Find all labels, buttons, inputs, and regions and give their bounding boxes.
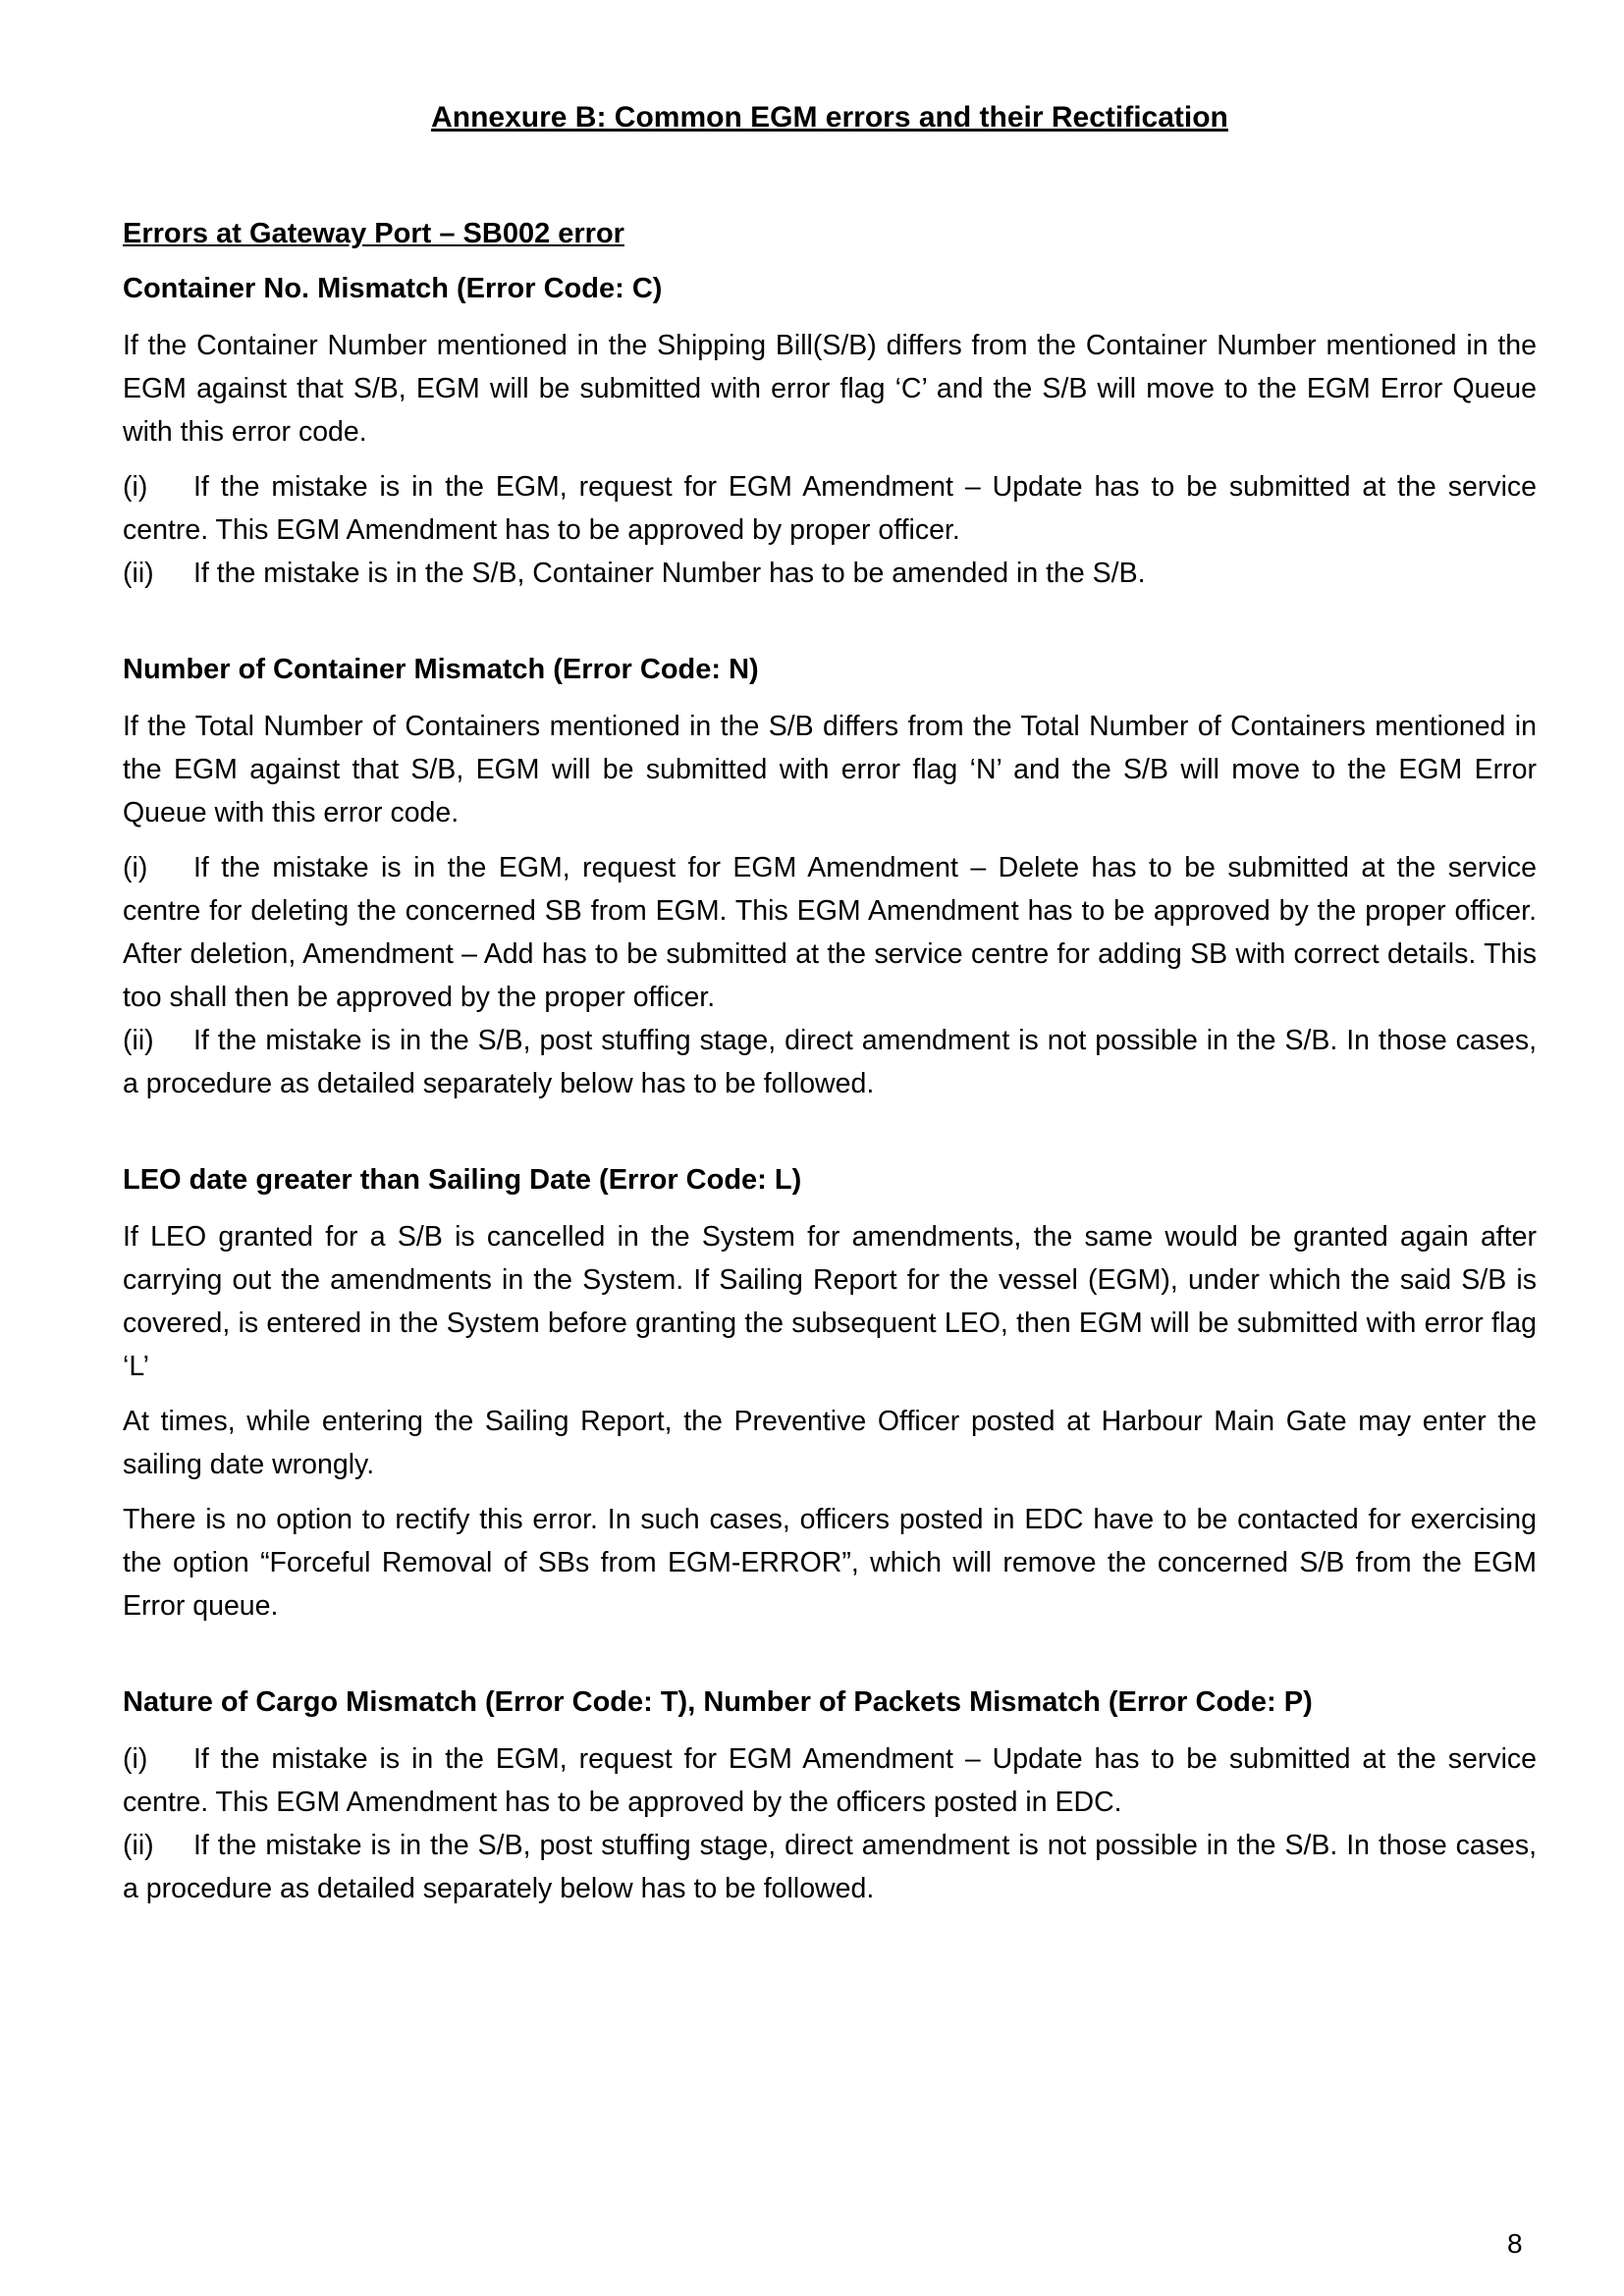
list-number-of-container-mismatch — [123, 846, 1537, 1105]
item-number: (i) — [123, 1743, 148, 1775]
list-item — [123, 1737, 1537, 1824]
item-number: (i) — [123, 852, 148, 883]
list-item — [123, 846, 1537, 1019]
item-text: If the mistake is in the EGM, request for EGM Amendment – Delete has to be submitted at the service centre for deleting the concerned SB from EGM. This EGM Amendment has to be approved by the proper officer. After deletion, Amendment – Add has to be submitted at the service centre for adding SB with correct details. This too shall then be approved by the proper officer. — [123, 852, 1537, 1013]
item-text: If the mistake is in the S/B, post stuffing stage, direct amendment is not possible in the S/B. In those cases, a procedure as detailed separately below has to be followed. — [123, 1025, 1537, 1099]
item-number: (ii) — [123, 558, 154, 589]
section-heading: Errors at Gateway Port – SB002 error — [123, 218, 624, 249]
item-number: (ii) — [123, 1830, 154, 1861]
heading-number-of-container-mismatch: Number of Container Mismatch (Error Code: N) — [123, 654, 759, 685]
paragraph-number-of-container-mismatch: If the Total Number of Containers mentioned in the S/B differs from the Total Number of Containers mentioned in the EGM against that S/B, EGM will be submitted with error flag ‘N’ and the S/B will move to the EGM Error Queue with this error code. — [123, 711, 1537, 828]
list-container-mismatch — [123, 465, 1537, 595]
item-text: If the mistake is in the EGM, request for EGM Amendment – Update has to be submitted at the service centre. This EGM Amendment has to be approved by the officers posted in EDC. — [123, 1743, 1537, 1818]
document-page — [123, 98, 1537, 1910]
list-nature-of-cargo — [123, 1737, 1537, 1910]
item-number: (i) — [123, 471, 148, 503]
list-item — [123, 552, 1537, 595]
paragraph-leo-date-2: At times, while entering the Sailing Report, the Preventive Officer posted at Harbour Main Gate may enter the sailing date wrongly. — [123, 1406, 1537, 1480]
paragraph-leo-date-3: There is no option to rectify this error. In such cases, officers posted in EDC have to be contacted for exercising the option “Forceful Removal of SBs from EGM-ERROR”, which will remove the concerned S/B from the EGM Error queue. — [123, 1504, 1537, 1622]
list-item — [123, 1824, 1537, 1910]
item-text: If the mistake is in the EGM, request for EGM Amendment – Update has to be submitted at the service centre. This EGM Amendment has to be approved by proper officer. — [123, 471, 1537, 546]
paragraph-container-mismatch: If the Container Number mentioned in the Shipping Bill(S/B) differs from the Container Number mentioned in the EGM against that S/B, EGM will be submitted with error flag ‘C’ and the S/B will move to the EGM Error Queue with this error code. — [123, 330, 1537, 448]
item-number: (ii) — [123, 1025, 154, 1056]
heading-container-mismatch: Container No. Mismatch (Error Code: C) — [123, 273, 663, 304]
list-item — [123, 465, 1537, 552]
heading-nature-of-cargo: Nature of Cargo Mismatch (Error Code: T), Number of Packets Mismatch (Error Code: P) — [123, 1686, 1313, 1718]
heading-leo-date: LEO date greater than Sailing Date (Error Code: L) — [123, 1164, 802, 1196]
list-item — [123, 1019, 1537, 1105]
item-text: If the mistake is in the S/B, post stuffing stage, direct amendment is not possible in the S/B. In those cases, a procedure as detailed separately below has to be followed. — [123, 1830, 1537, 1904]
item-text: If the mistake is in the S/B, Container Number has to be amended in the S/B. — [193, 558, 1146, 589]
paragraph-leo-date-1: If LEO granted for a S/B is cancelled in the System for amendments, the same would be granted again after carrying out the amendments in the System. If Sailing Report for the vessel (EGM), under which the said S/B is covered, is entered in the System before granting the subsequent LEO, then EGM will be submitted with error flag ‘L’ — [123, 1221, 1537, 1382]
page-number: 8 — [1507, 2228, 1523, 2259]
page-title: Annexure B: Common EGM errors and their Rectification — [431, 101, 1228, 133]
